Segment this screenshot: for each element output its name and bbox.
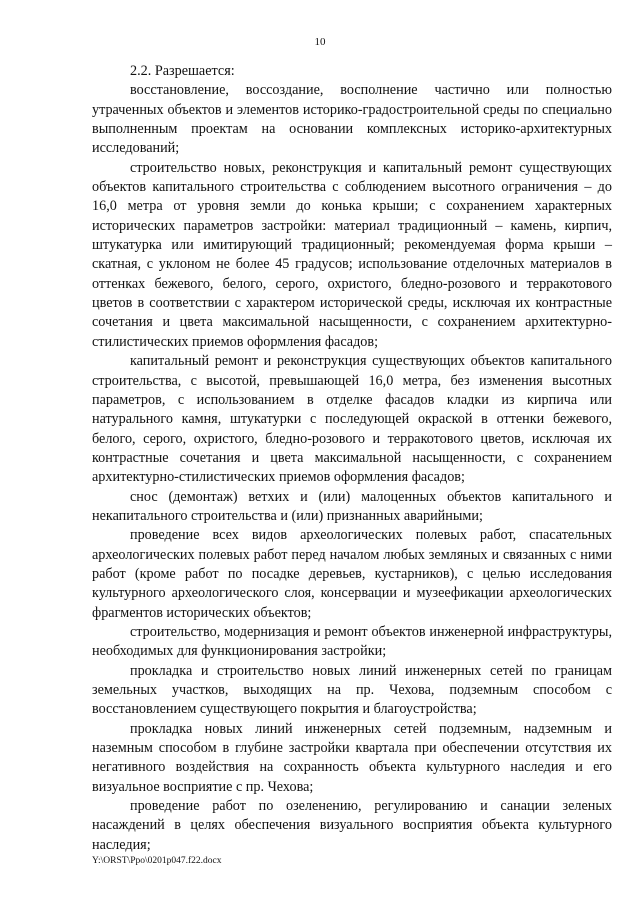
paragraph-greening: проведение работ по озеленению, регулированию и санации зеленых насаждений в целях обеспечения визуального восприятия объекта культурного наследия; bbox=[92, 798, 612, 853]
page-number: 10 bbox=[314, 36, 326, 48]
document-body bbox=[92, 62, 612, 855]
paragraph-restoration: восстановление, воссоздание, восполнение частично или полностью утраченных объектов и элементов историко-градостроительной среды по специально выполненным проектам на основании комплексных историко-архитектурных исследований; bbox=[92, 82, 612, 157]
paragraph-capital-repair: капитальный ремонт и реконструкция существующих объектов капитального строительства, с высотой, превышающей 16,0 метра, без изменения высотных параметров, с использованием в отделке фасадов кладки из кирпича или натурального камня, штукатурки с последующей окраской в оттенки бежевого, белого, серого, охристого, бледно-розового и терракотового цветов, исключая их контрастные сочетания и цвета максимальной насыщенности, с сохранением архитектурно-стилистических приемов оформления фасадов; bbox=[92, 353, 612, 486]
footer-file-path: Y:\ORST\Ppo\0201p047.f22.docx bbox=[92, 856, 222, 866]
paragraph-networks-inner: прокладка новых линий инженерных сетей подземным, надземным и наземным способом в глубине застройки квартала при обеспечении отсутствия их негативного воздействия на сохранность объекта культурного наследия и его визуальное восприятие с пр. Чехова; bbox=[92, 720, 612, 795]
paragraph-new-construction: строительство новых, реконструкция и капитальный ремонт существующих объектов капитального строительства с соблюдением высотного ограничения – до 16,0 метра от уровня земли до конька крыши; с сохранением характерных исторических параметров застройки: материал традиционный – камень, кирпич, штукатурка или имитирующий традиционный; рекомендуемая форма крыши – скатная, с уклоном не более 45 градусов; использование отделочных материалов в оттенках бежевого, белого, серого, охристого, бледно-розового и терракотового цветов в соответствии с характером исторической среды, исключая их контрастные сочетания и цвета максимальной насыщенности, с сохранением архитектурно-стилистических приемов оформления фасадов; bbox=[92, 159, 612, 350]
paragraph-infrastructure: строительство, модернизация и ремонт объектов инженерной инфраструктуры, необходимых для функционирования застройки; bbox=[92, 623, 612, 660]
paragraph-archaeology: проведение всех видов археологических полевых работ, спасательных археологических полевых работ перед началом любых земляных и связанных с ними работ (кроме работ по посадке деревьев, кустарников), с целью исследования культурного археологического слоя, консервации и музеефикации археологических фрагментов исторических объектов; bbox=[92, 527, 612, 621]
section-heading: 2.2. Разрешается: bbox=[130, 63, 235, 79]
paragraph-demolition: снос (демонтаж) ветхих и (или) малоценных объектов капитального и некапитального строительства и (или) признанных аварийными; bbox=[92, 488, 612, 524]
paragraph-networks-chekhov: прокладка и строительство новых линий инженерных сетей по границам земельных участков, выходящих на пр. Чехова, подземным способом с восстановлением существующего покрытия и благоустройства; bbox=[92, 662, 612, 718]
